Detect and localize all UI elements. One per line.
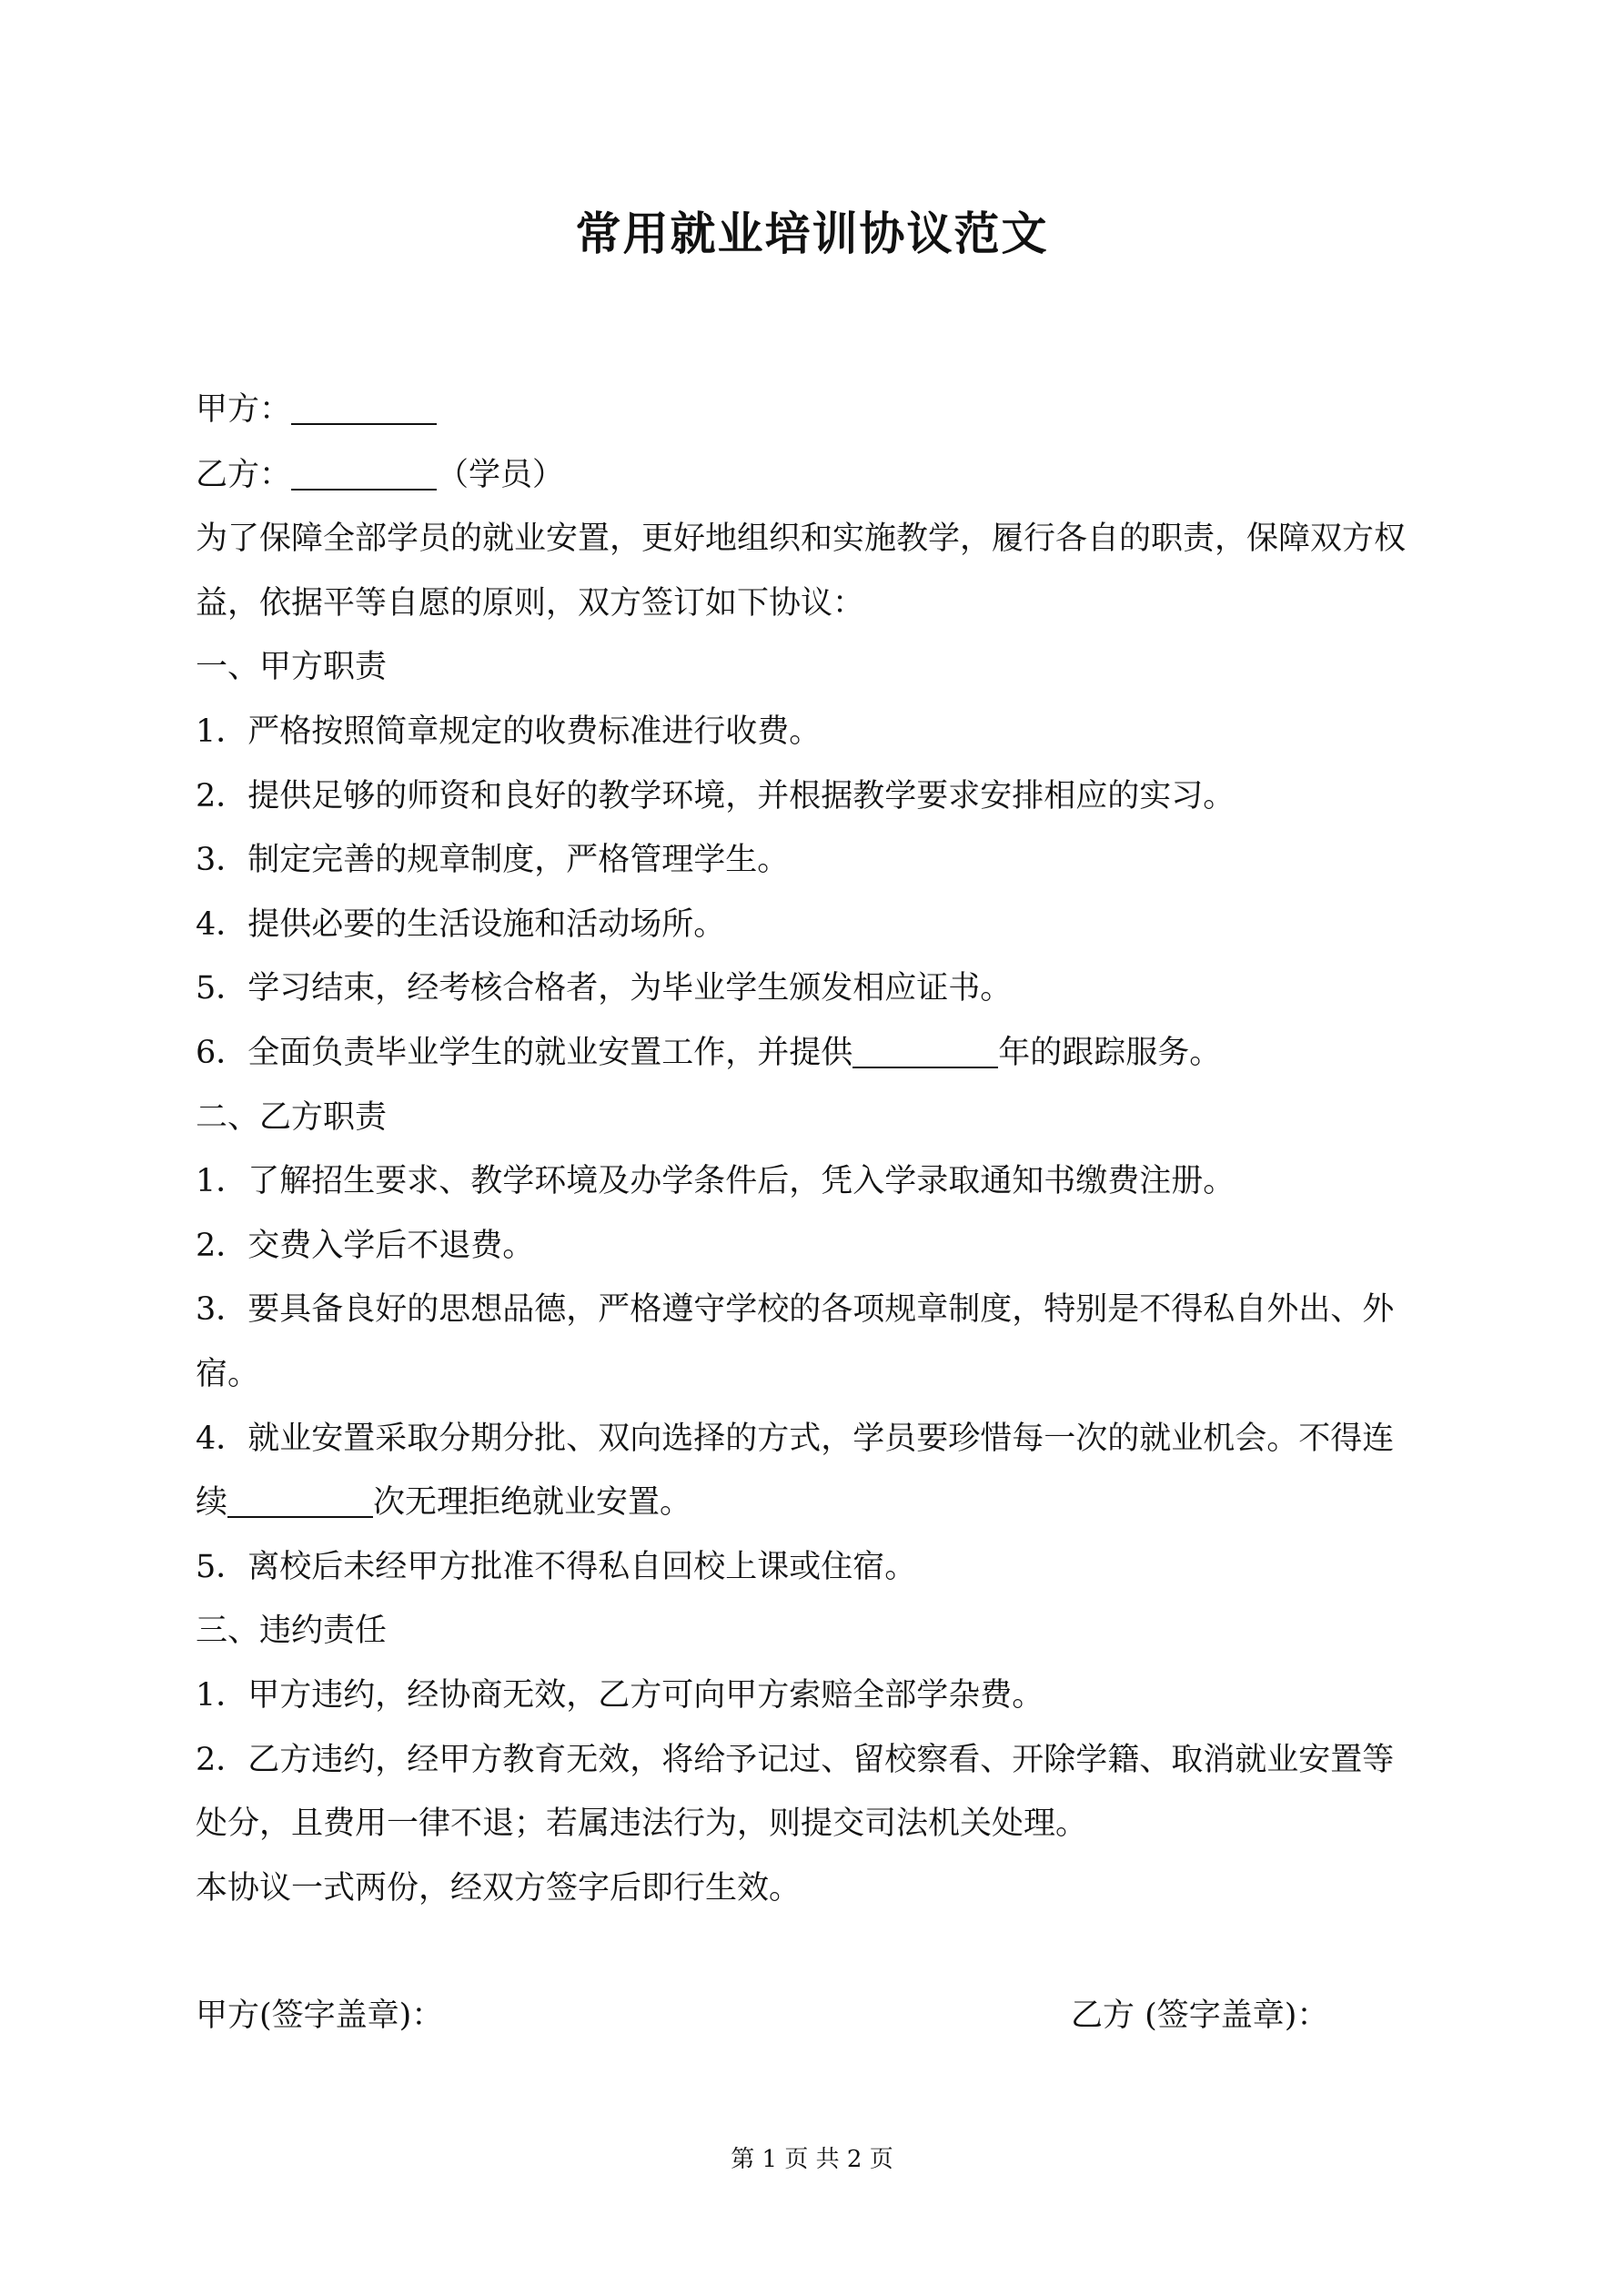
section-2-item-3-line-2: 宿。 bbox=[196, 1356, 260, 1392]
section-1-heading: 一、甲方职责 bbox=[196, 649, 388, 685]
service-years-blank[interactable] bbox=[852, 1036, 998, 1068]
section-1-item-6-text: 6．全面负责毕业学生的就业安置工作，并提供 bbox=[196, 1035, 853, 1071]
intro-line-1: 为了保障全部学员的就业安置，更好地组织和实施教学，履行各自的职责，保障双方权 bbox=[196, 521, 1407, 557]
signature-party-b: 乙方 (签字盖章)： bbox=[1071, 1998, 1329, 2034]
section-2-item-5: 5．离校后未经甲方批准不得私自回校上课或住宿。 bbox=[196, 1549, 917, 1585]
section-2-item-4-prefix: 续 bbox=[196, 1484, 228, 1521]
section-2-heading: 二、乙方职责 bbox=[196, 1099, 388, 1136]
section-2-item-4-line-2 bbox=[196, 1482, 691, 1522]
section-2-item-4-line-1: 4．就业安置采取分期分批、双向选择的方式，学员要珍惜每一次的就业机会。不得连 bbox=[196, 1421, 1395, 1457]
section-1-item-5: 5．学习结束，经考核合格者，为毕业学生颁发相应证书。 bbox=[196, 970, 1013, 1006]
section-2-item-1: 1．了解招生要求、教学环境及办学条件后，凭入学录取通知书缴费注册。 bbox=[196, 1163, 1236, 1199]
intro-line-2: 益，依据平等自愿的原则，双方签订如下协议： bbox=[196, 585, 865, 622]
section-3-item-2-line-1: 2．乙方违约，经甲方教育无效，将给予记过、留校察看、开除学籍、取消就业安置等 bbox=[196, 1742, 1395, 1778]
refusal-count-blank[interactable] bbox=[227, 1485, 373, 1518]
section-1-item-1: 1．严格按照简章规定的收费标准进行收费。 bbox=[196, 713, 822, 750]
section-2-item-4-suffix: 次无理拒绝就业安置。 bbox=[373, 1484, 692, 1521]
document-title: 常用就业培训协议范文 bbox=[575, 207, 1049, 260]
party-b-label: 乙方： bbox=[196, 457, 292, 493]
section-1-item-6-suffix: 年的跟踪服务。 bbox=[998, 1035, 1222, 1071]
section-1-item-3: 3．制定完善的规章制度，严格管理学生。 bbox=[196, 842, 790, 878]
signature-party-a: 甲方(签字盖章)： bbox=[196, 1998, 444, 2034]
page-number: 第 1 页 共 2 页 bbox=[731, 2146, 893, 2173]
section-3-heading: 三、违约责任 bbox=[196, 1613, 388, 1649]
closing-statement: 本协议一式两份，经双方签字后即行生效。 bbox=[196, 1870, 802, 1907]
party-a-blank[interactable] bbox=[291, 392, 437, 425]
section-3-item-1: 1．甲方违约，经协商无效，乙方可向甲方索赔全部学杂费。 bbox=[196, 1677, 1044, 1714]
section-2-item-2: 2．交费入学后不退费。 bbox=[196, 1228, 535, 1264]
party-b-suffix: （学员） bbox=[437, 457, 565, 493]
party-a-line bbox=[196, 389, 437, 430]
party-a-label: 甲方： bbox=[196, 391, 292, 428]
section-3-item-2-line-2: 处分，且费用一律不退；若属违法行为，则提交司法机关处理。 bbox=[196, 1805, 1088, 1842]
section-1-item-4: 4．提供必要的生活设施和活动场所。 bbox=[196, 906, 726, 943]
section-1-item-6 bbox=[196, 1033, 1221, 1073]
party-b-line bbox=[196, 455, 564, 495]
section-2-item-3-line-1: 3．要具备良好的思想品德，严格遵守学校的各项规章制度，特别是不得私自外出、外 bbox=[196, 1291, 1395, 1328]
party-b-blank[interactable] bbox=[291, 458, 437, 491]
section-1-item-2: 2．提供足够的师资和良好的教学环境，并根据教学要求安排相应的实习。 bbox=[196, 778, 1236, 814]
